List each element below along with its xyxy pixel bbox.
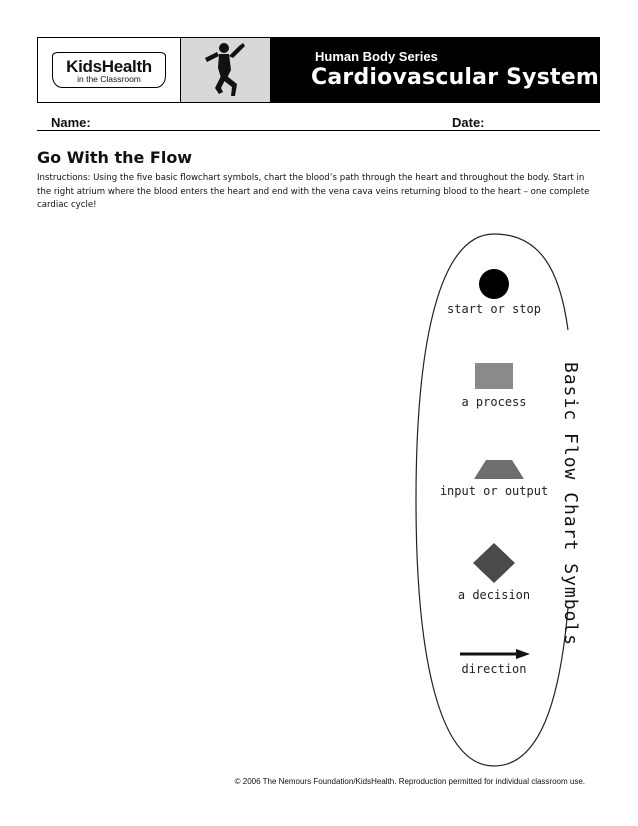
legend-title: Basic Flow Chart Symbols: [560, 362, 581, 647]
section-title: Go With the Flow: [37, 148, 193, 167]
direction-arrow-head: [516, 649, 530, 659]
start-stop-symbol: [479, 269, 509, 299]
logo-panel: [38, 38, 181, 102]
decision-label: a decision: [457, 588, 531, 602]
process-label: a process: [461, 395, 527, 409]
copyright-footer: © 2006 The Nemours Foundation/KidsHealth. Reproduction permitted for individual classroom use.: [234, 777, 585, 786]
series-name: Human Body Series: [315, 49, 438, 64]
process-symbol: [475, 363, 513, 389]
instructions-text: Instructions: Using the five basic flowchart symbols, chart the blood’s path through the heart and throughout the body. Start in the right atrium where the blood enters the heart and end with the vena cava veins returning blood to the heart – one complete cardiac cycle!: [37, 173, 590, 211]
input-output-label: input or output: [439, 484, 549, 498]
logo-sub-text: in the Classroom: [77, 74, 141, 84]
input-output-symbol: [474, 460, 524, 479]
page-title: Cardiovascular System: [311, 65, 599, 90]
date-label: Date:: [452, 115, 485, 130]
worksheet-header: [37, 37, 600, 103]
jumping-figure-panel: [181, 38, 271, 102]
name-label: Name:: [51, 115, 91, 130]
start-stop-label: start or stop: [447, 302, 541, 316]
jumping-person-icon: [181, 38, 269, 101]
name-date-line: [37, 114, 600, 131]
decision-symbol: [473, 543, 515, 583]
direction-label: direction: [461, 662, 527, 676]
title-panel: [271, 38, 599, 102]
logo-main-text: KidsHealth: [66, 57, 152, 76]
kidshealth-logo: [52, 52, 166, 88]
